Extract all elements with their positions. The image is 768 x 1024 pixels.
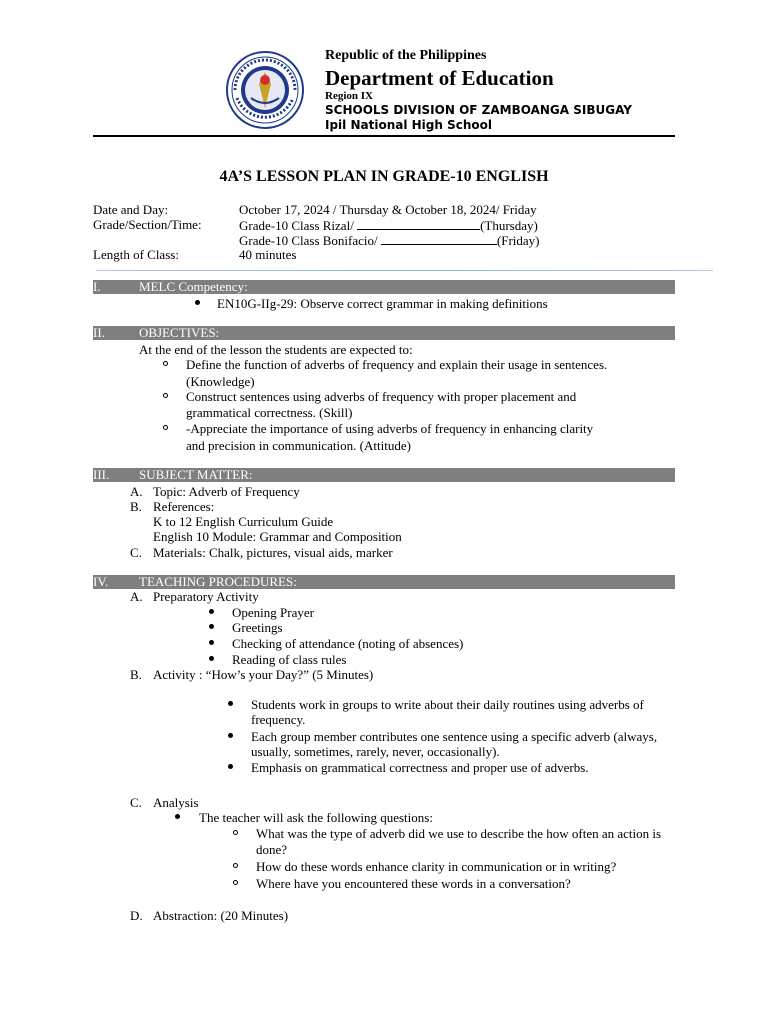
subject-topic: Topic: Adverb of Frequency (153, 484, 300, 499)
section-objectives-header: II. OBJECTIVES: (93, 326, 675, 340)
section-procedures-header: IV. TEACHING PROCEDURES: (93, 575, 675, 589)
bullet-icon (209, 609, 214, 614)
grade-line-bonifacio: Grade-10 Class Bonifacio/ (Friday) (239, 233, 540, 248)
subject-references: References: (153, 499, 215, 514)
header-divider (93, 135, 675, 137)
activity-item: Each group member contributes one sentence using a specific adverb (always, (251, 729, 658, 744)
circle-bullet-icon (233, 880, 238, 885)
circle-bullet-icon (233, 830, 238, 835)
reference-item: K to 12 English Curriculum Guide (153, 514, 334, 529)
info-divider (96, 270, 713, 271)
procedure-analysis: Analysis (153, 795, 199, 810)
circle-bullet-icon (163, 361, 168, 366)
prep-item: Greetings (232, 620, 283, 635)
objectives-intro: At the end of the lesson the students are expected to: (139, 342, 413, 357)
activity-item-cont: frequency. (251, 712, 306, 727)
subject-c-marker: C. (130, 545, 142, 560)
circle-bullet-icon (233, 863, 238, 868)
analysis-question: How do these words enhance clarity in communication or in writing? (256, 859, 617, 874)
bullet-icon (209, 624, 214, 629)
bullet-icon (209, 640, 214, 645)
date-value: October 17, 2024 / Thursday & October 18, 2024/ Friday (239, 202, 537, 217)
subject-b-marker: B. (130, 499, 142, 514)
objective-item: Define the function of adverbs of frequency and explain their usage in sentences. (186, 357, 608, 372)
section-subject-header: III. SUBJECT MATTER: (93, 468, 675, 482)
procedure-d-marker: D. (130, 908, 143, 923)
lesson-plan-title: 4A’S LESSON PLAN IN GRADE-10 ENGLISH (219, 168, 549, 185)
bullet-icon (228, 764, 233, 769)
procedure-prep: Preparatory Activity (153, 589, 259, 604)
division-label: SCHOOLS DIVISION OF ZAMBOANGA SIBUGAY (325, 103, 632, 117)
procedure-b-marker: B. (130, 667, 142, 682)
melc-item: EN10G-IIg-29: Observe correct grammar in making definitions (217, 296, 548, 311)
prep-item: Checking of attendance (noting of absences) (232, 636, 464, 651)
activity-item-cont: usually, sometimes, rarely, never, occasionally). (251, 744, 500, 759)
analysis-question: What was the type of adverb did we use to describe the how often an action is (256, 826, 662, 841)
subject-a-marker: A. (130, 484, 143, 499)
objective-item-cont: and precision in communication. (Attitude) (186, 438, 411, 453)
bullet-icon (228, 701, 233, 706)
grade-line-rizal: Grade-10 Class Rizal/ (Thursday) (239, 218, 538, 233)
bullet-icon (228, 733, 233, 738)
school-label: Ipil National High School (325, 118, 492, 132)
circle-bullet-icon (163, 393, 168, 398)
length-value: 40 minutes (239, 247, 297, 262)
section-melc-header: I. MELC Competency: (93, 280, 675, 294)
department-title: Department of Education (325, 66, 554, 90)
procedure-a-marker: A. (130, 589, 143, 604)
procedure-activity: Activity : “How’s your Day?” (5 Minutes) (153, 667, 374, 682)
republic-label: Republic of the Philippines (325, 48, 487, 63)
deped-seal-icon (221, 50, 309, 130)
length-label: Length of Class: (93, 247, 179, 262)
prep-item: Opening Prayer (232, 605, 314, 620)
objective-item-cont: grammatical correctness. (Skill) (186, 405, 353, 420)
circle-bullet-icon (163, 425, 168, 430)
objective-item: -Appreciate the importance of using adverbs of frequency in enhancing clarity (186, 421, 594, 436)
bullet-icon (195, 300, 200, 305)
analysis-intro: The teacher will ask the following questions: (199, 810, 433, 825)
region-label: Region IX (325, 90, 373, 102)
objective-item-cont: (Knowledge) (186, 374, 255, 389)
subject-materials: Materials: Chalk, pictures, visual aids, marker (153, 545, 393, 560)
procedure-abstraction: Abstraction: (20 Minutes) (153, 908, 289, 923)
bullet-icon (175, 814, 180, 819)
date-label: Date and Day: (93, 202, 169, 217)
prep-item: Reading of class rules (232, 652, 347, 667)
grade-label: Grade/Section/Time: (93, 217, 202, 232)
reference-item: English 10 Module: Grammar and Composition (153, 529, 402, 544)
procedure-c-marker: C. (130, 795, 142, 810)
analysis-question: Where have you encountered these words in a conversation? (256, 876, 571, 891)
activity-item: Emphasis on grammatical correctness and proper use of adverbs. (251, 760, 589, 775)
objective-item: Construct sentences using adverbs of frequency with proper placement and (186, 389, 577, 404)
bullet-icon (209, 656, 214, 661)
activity-item: Students work in groups to write about their daily routines using adverbs of (251, 697, 644, 712)
analysis-question-cont: done? (256, 842, 288, 857)
